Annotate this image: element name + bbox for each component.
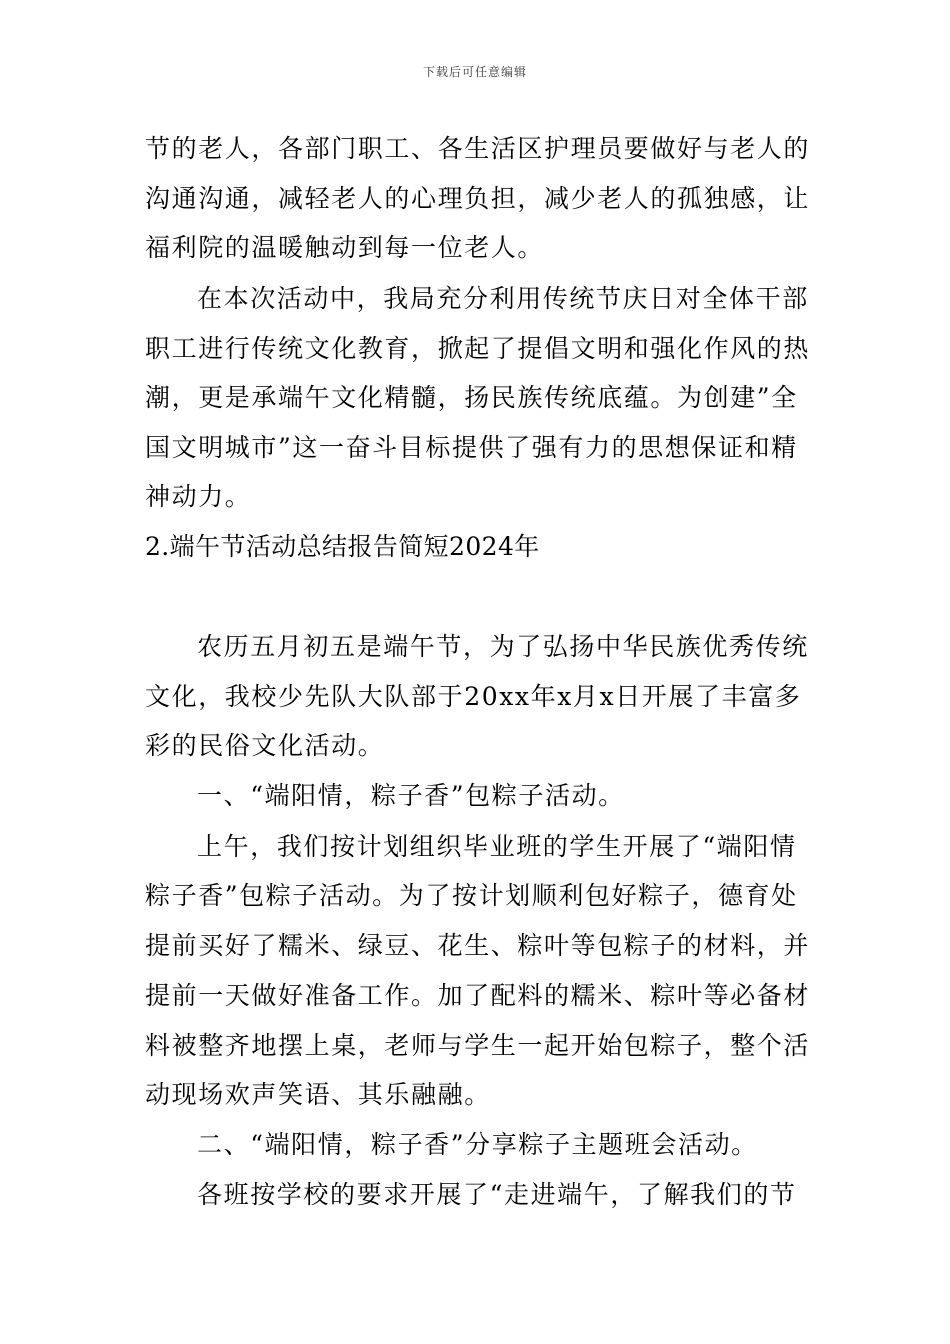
section-heading: 2.端午节活动总结报告简短2024年 [145,532,540,561]
body-line-3: 福利院的温暖触动到每一位老人。 [145,233,545,262]
body-line-2: 沟通沟通，减轻老人的心理负担，减少老人的孤独感，让 [145,184,811,213]
body-line-11: 彩的民俗文化活动。 [145,731,385,760]
body-line-17: 动现场欢声笑语、其乐融融。 [145,1080,491,1109]
body-line-10: 文化，我校少先队大队部于20xx年x月x日开展了丰富多 [145,682,802,711]
body-line-9: 农历五月初五是端午节，为了弘扬中华民族优秀传统 [197,632,809,661]
body-line-8: 神动力。 [145,482,252,511]
subheading-two: 二、“端阳情，粽子香”分享粽子主题班会活动。 [197,1130,758,1159]
body-line-4: 在本次活动中，我局充分利用传统节庆日对全体干部 [197,284,809,313]
body-line-13: 粽子香”包粽子活动。为了按计划顺利包好粽子，德育处 [145,881,798,910]
body-line-7: 国文明城市”这一奋斗目标提供了强有力的思想保证和精 [145,433,798,462]
body-line-15: 提前一天做好准备工作。加了配料的糯米、粽叶等必备材 [145,981,811,1010]
body-line-5: 职工进行传统文化教育，掀起了提倡文明和强化作风的热 [145,334,811,363]
body-line-14: 提前买好了糯米、绿豆、花生、粽叶等包粽子的材料，并 [145,931,811,960]
body-line-1: 节的老人，各部门职工、各生活区护理员要做好与老人的 [145,134,811,163]
page-header: 下载后可任意编辑 [422,65,527,79]
body-line-12: 上午，我们按计划组织毕业班的学生开展了“端阳情 [197,832,797,861]
body-line-6: 潮，更是承端午文化精髓，扬民族传统底蕴。为创建”全 [145,383,798,412]
body-line-18: 各班按学校的要求开展了“走进端午，了解我们的节 [197,1180,797,1209]
body-line-16: 料被整齐地摆上桌，老师与学生一起开始包粽子，整个活 [145,1031,811,1060]
subheading-one: 一、“端阳情，粽子香”包粽子活动。 [197,781,625,810]
